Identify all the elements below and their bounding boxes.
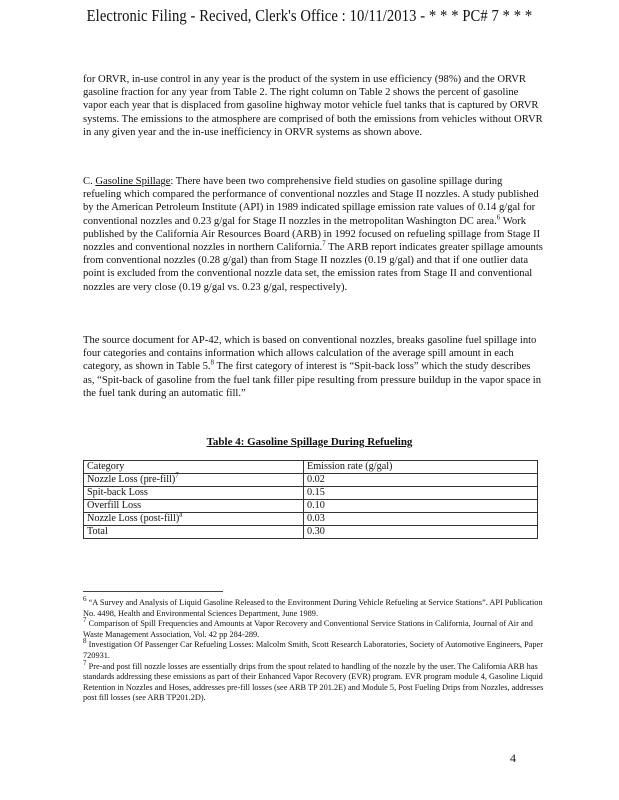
page-number: 4 — [510, 751, 516, 765]
paragraph-orvr — [83, 73, 543, 139]
footnote-ref: 6 — [496, 213, 501, 222]
ap42-text-b: The first category of interest is “Spit-back loss” which the study describes as, “Spit-back of gasoline from the fuel tank filler pipe resulting from pressure buildup in the vapor space in the fuel tank during an automatic fill.” — [83, 361, 542, 399]
table-row — [84, 513, 538, 526]
footnote-7b: $^7$ Pre-and post fill nozzle losses are essentially drips from the spout related to handling of the nozzle by the user. The California ARB has standards addressing these emissions as part of their Enhanced Vapor Recovery (EVR) program. EVR program module 4, Gasoline Liquid Retention in Nozzles and Hoses, addresses pre-fill losses (see ARB TP 201.2E) and Module 5, Post Fueling Drips from Nozzles, addresses post fill losses (see ARB TP201.2D). — [83, 658, 544, 703]
row-category: Overfill Loss — [84, 500, 304, 513]
footnote-6: $^6$ “A Survey and Analysis of Liquid Gasoline Released to the Environment During Vehicle Refueling at Service Stations”. API Publication No. 4498, Health and Environmental Sciences Department, June 1989. — [83, 595, 543, 618]
row-category: Nozzle Loss (pre-fill)$^7$ — [84, 474, 304, 487]
spillage-table — [83, 460, 538, 539]
footnotes — [83, 595, 545, 704]
paragraph-orvr-text: for ORVR, in-use control in any year is the product of the system in use efficiency (98%) and the ORVR gasoline fraction for any year from Table 2. The right column on Table 2 shows the percent of gasoline vapor each year that is displaced from gasoline highway motor vehicle fuel tanks that is captured by ORVR systems. The emissions to the atmosphere are comprised of both the emissions from vehicles without ORVR in any given year and the in-use inefficiency in ORVR systems as shown above. — [83, 74, 543, 138]
row-category: Total — [84, 526, 304, 539]
filing-header: Electronic Filing - Recived, Clerk's Office : 10/11/2013 - * * * PC# 7 * * * — [86, 6, 533, 25]
footnote-7: $^7$ Comparison of Spill Frequencies and Amounts at Vapor Recovery and Conventional Service Stations in California, Journal of Air and Waste Management Association, Vol. 42 pp 284-289. — [83, 616, 533, 639]
table-title: Table 4: Gasoline Spillage During Refueling — [206, 436, 413, 448]
header-category: Category — [84, 461, 304, 474]
row-category: Spit-back Loss — [84, 487, 304, 500]
footnote-8: $^8$ Investigation Of Passenger Car Refueling Losses: Malcolm Smith, Scott Research Laboratories, Society of Automotive Engineers, Paper 720931. — [83, 637, 543, 660]
section-heading: Gasoline Spillage — [95, 176, 171, 187]
footnote-ref: 7 — [322, 239, 326, 248]
table-header-row — [84, 461, 538, 474]
footnote-ref: 8 — [210, 358, 215, 367]
row-category: Nozzle Loss (post-fill)$^a$ — [84, 513, 304, 526]
table-row — [84, 500, 538, 513]
spillage-text-b: Work published by the California Air Resources Board (ARB) in 1992 focused on refueling spillage from Stage II nozzles and conventional nozzles in northern California. — [83, 215, 541, 254]
row-value: 0.15 — [304, 487, 538, 500]
spillage-text-c: The ARB report indicates greater spillage amounts from conventional nozzles (0.28 g/gal) than from Stage II nozzles (0.19 g/gal) and that if one outlier data point is excluded from the conventional nozzle data set, the emission rates from Stage II and conventional nozzles are very close (0.19 g/gal vs. 0.23 g/gal, respectively). — [83, 242, 543, 293]
row-value: 0.30 — [304, 526, 538, 539]
row-value: 0.10 — [304, 500, 538, 513]
ap42-text-a: The source document for AP-42, which is based on conventional nozzles, breaks gasoline fuel spillage into four categories and contains information which allows calculation of the average spill amount in each category, as shown in Table 5. — [83, 335, 537, 373]
paragraph-gasoline-spillage — [83, 175, 543, 294]
table-row-total — [84, 526, 538, 539]
footnote-divider — [83, 591, 223, 592]
row-value: 0.02 — [304, 474, 538, 487]
section-prefix: C. — [83, 176, 96, 187]
table-row — [84, 474, 538, 487]
table-row — [84, 487, 538, 500]
spillage-text-a: : There have been two comprehensive field studies on gasoline spillage during refueling which compared the performance of conventional nozzles and Stage II nozzles. A study published by the American Petroleum Institute (API) in 1989 indicated spillage emission rate values of 0.14 g/gal for conventional nozzles and 0.23 g/gal for Stage II nozzles in the metropolitan Washington DC area. — [83, 176, 539, 227]
row-value: 0.03 — [304, 513, 538, 526]
header-emission-rate: Emission rate (g/gal) — [304, 461, 538, 474]
paragraph-ap42 — [83, 334, 543, 400]
